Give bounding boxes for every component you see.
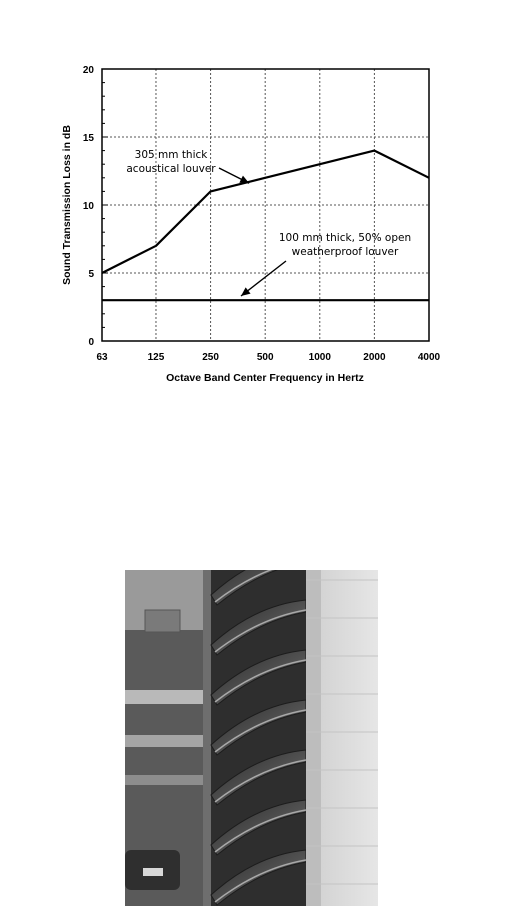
x-tick-label: 250 — [202, 352, 219, 363]
acoustical-louver-photo — [125, 570, 378, 906]
garage-beam-3 — [125, 775, 205, 785]
annotation-acoustical-line: 305 mm thick — [134, 149, 208, 161]
y-ticks — [83, 65, 108, 348]
x-tick-label: 125 — [147, 352, 165, 363]
y-tick-label: 20 — [82, 65, 94, 76]
x-tick-label: 63 — [96, 352, 108, 363]
louver-stl-chart — [0, 0, 505, 400]
car-headlight-icon — [143, 868, 163, 876]
garage-beam-1 — [125, 690, 205, 704]
y-tick-label: 0 — [88, 337, 94, 348]
x-axis-title: Octave Band Center Frequency in Hertz — [166, 372, 364, 384]
annotations-layer — [126, 149, 411, 296]
garage-vent — [145, 610, 180, 632]
annotation-weatherproof-arrow-head — [241, 287, 251, 296]
x-tick-label: 500 — [256, 352, 274, 363]
annotation-weatherproof-line: weatherproof louver — [291, 246, 399, 258]
y-tick-label: 5 — [88, 269, 94, 280]
y-axis-title: Sound Transmission Loss in dB — [61, 125, 73, 285]
y-tick-label: 15 — [82, 133, 94, 144]
annotation-weatherproof-line: 100 mm thick, 50% open — [278, 232, 412, 244]
y-tick-label: 10 — [82, 201, 94, 212]
annotation-acoustical-line: acoustical louver — [126, 163, 216, 175]
louver-frame — [203, 570, 211, 906]
x-tick-label: 4000 — [417, 352, 441, 363]
x-tick-label: 2000 — [363, 352, 386, 363]
x-ticks — [96, 352, 440, 363]
garage-beam-2 — [125, 735, 205, 747]
x-tick-label: 1000 — [308, 352, 331, 363]
wall-edge — [306, 570, 321, 906]
